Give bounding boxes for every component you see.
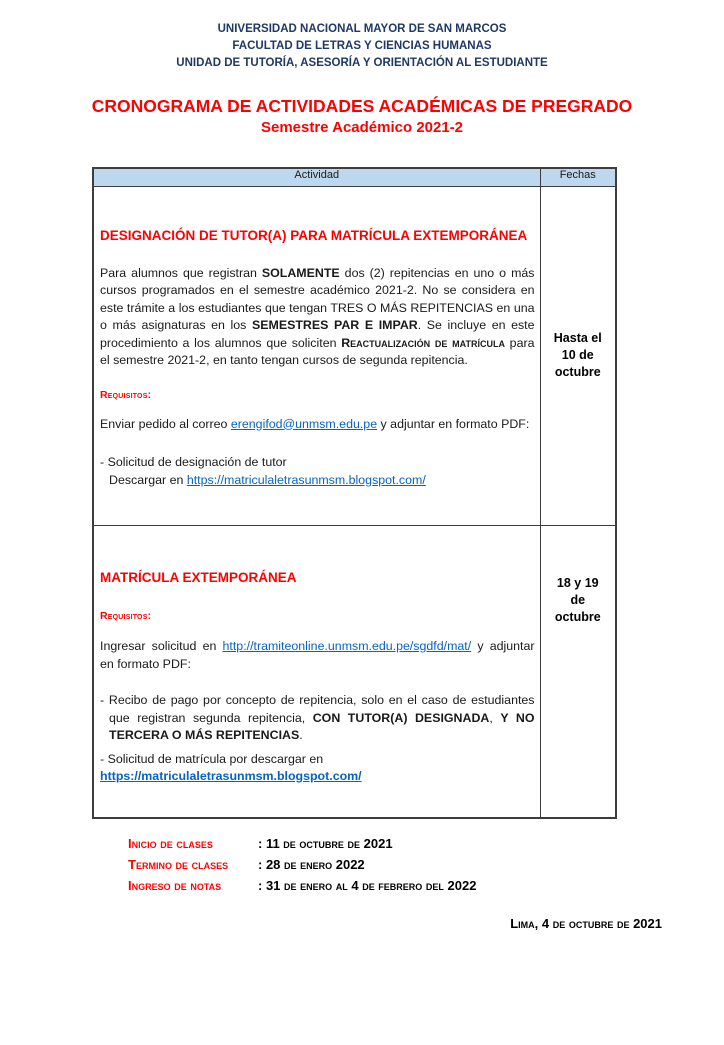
text-segment: Y NO TERCERA O MÁS REPITENCIAS [109,710,535,742]
schedule-label: Termino de clases [128,856,229,872]
date-line: 10 de [561,348,594,363]
activity-cell-designacion-tutor [93,186,540,526]
requirement-item-text: - Solicitud de designación de tutor [100,455,287,469]
text-segment: . [299,728,303,742]
schedule-value: : 11 de octubre de 2021 [258,835,393,851]
text-segment: Enviar pedido al correo [100,416,231,431]
table-header-row [93,168,616,186]
table-row [93,526,616,818]
schedule-row-termino-clases [128,854,724,875]
text-segment: - Recibo de pago por concepto de repitencia, solo en el caso de estudiantes que registran segunda repitencia, [100,693,535,725]
requirement-item-download [100,768,535,786]
date-line: octubre [554,365,601,380]
text-segment: SOLAMENTE [261,265,340,280]
page-title: CRONOGRAMA DE ACTIVIDADES ACADÉMICAS DE PREGRADO [91,96,633,116]
instruction-line [100,638,535,673]
text-segment: y adjuntar en formato PDF: [100,639,535,671]
text-segment: Para alumnos que registran [100,265,262,280]
hyperlink[interactable]: https://matriculaletrasunmsm.blogspot.com/ [186,472,426,487]
text-segment: dos (2) repitencias en uno o más cursos programados en el semestre académico 2021-2. No se considera en este trámite a los estudiantes que tengan TRES O MÁS REPITENCIAS en una o más asignaturas en los [100,265,535,332]
schedule-row-ingreso-notas [128,875,724,896]
hyperlink[interactable]: http://tramiteonline.unmsm.edu.pe/sgdfd/mat/ [222,639,472,653]
text-segment: Descargar en [109,472,187,487]
letterhead-line-faculty: FACULTAD DE LETRAS Y CIENCIAS HUMANAS [232,40,492,52]
schedule-value: : 28 de enero 2022 [258,856,365,872]
text-segment: Reactualización de matrícula [341,335,505,350]
requisitos-label: Requisitos: [100,388,152,401]
activity-cell-matricula-extemporanea [93,526,540,818]
date-line: 18 y 19 [556,576,599,590]
text-segment: y adjuntar en formato PDF: [377,416,530,431]
schedule-label: Ingreso de notas [128,877,222,893]
instruction-line [100,416,535,434]
column-header-actividad: Actividad [93,168,540,186]
requirement-item-text: - Solicitud de matrícula por descargar en [100,751,324,766]
activity-heading: MATRÍCULA EXTEMPORÁNEA [100,570,297,585]
requisitos-label: Requisitos: [100,610,152,622]
letterhead-line-unit: UNIDAD DE TUTORÍA, ASESORÍA Y ORIENTACIÓN AL ESTUDIANTE [176,57,548,69]
activity-description [100,265,535,370]
schedule-value: : 31 de enero al 4 de febrero del 2022 [258,877,477,893]
semester-schedule [128,833,724,896]
hyperlink[interactable]: erengifod@unmsm.edu.pe [230,416,378,431]
requirement-item-download [100,472,535,490]
text-segment: SEMESTRES PAR E IMPAR [251,318,418,332]
activities-table [92,167,617,819]
text-segment: Ingresar solicitud en [100,639,223,653]
text-segment: , [489,710,501,725]
text-segment: para el semestre 2021-2, en tanto tengan cursos de segunda repitencia. [100,335,535,367]
dates-cell [540,186,616,526]
text-segment: CON TUTOR(A) DESIGNADA [312,710,490,725]
requirement-item [100,751,535,786]
activity-heading: DESIGNACIÓN DE TUTOR(A) PARA MATRÍCULA EXTEMPORÁNEA [100,227,528,243]
date-line: de [570,593,586,607]
requirement-item [100,692,535,745]
table-row [93,186,616,526]
hyperlink[interactable]: https://matriculaletrasunmsm.blogspot.com/ [100,769,362,783]
requirement-item [100,454,535,489]
letterhead [0,21,724,72]
letterhead-line-university: UNIVERSIDAD NACIONAL MAYOR DE SAN MARCOS [217,23,507,35]
schedule-row-inicio-clases [128,833,724,854]
column-header-fechas: Fechas [540,168,616,186]
schedule-label: Inicio de clases [128,835,213,851]
date-line: Hasta el [553,331,602,346]
page-subtitle: Semestre Académico 2021-2 [260,119,464,136]
date-line: octubre [554,610,601,624]
text-segment: . Se incluye en este procedimiento a los alumnos que soliciten [100,318,535,350]
place-date-line: Lima, 4 de octubre de 2021 [510,915,662,931]
dates-cell [540,526,616,818]
